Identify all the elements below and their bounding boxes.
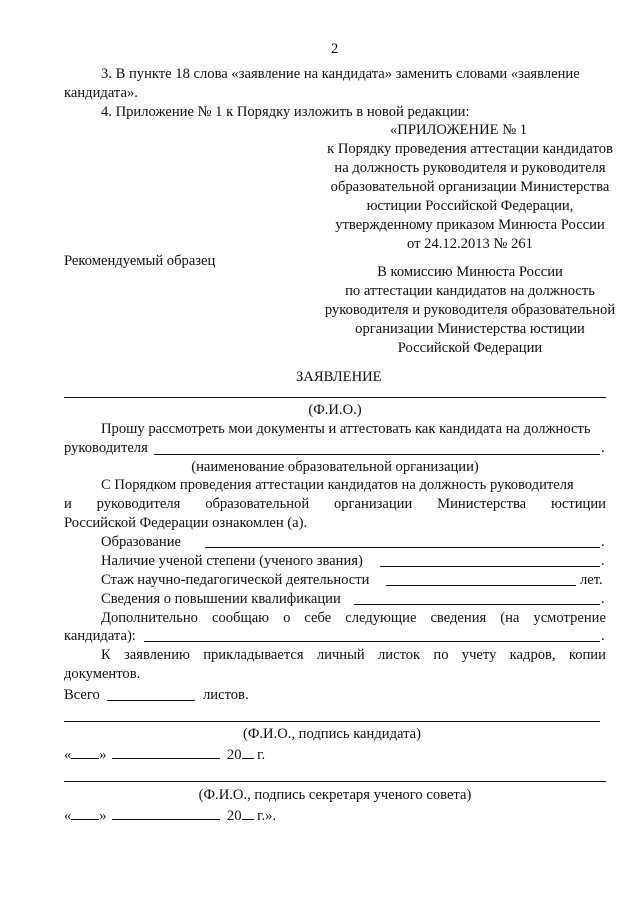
education-end: . [601, 534, 605, 550]
word: организации [333, 496, 413, 512]
word: следующие [345, 610, 417, 626]
word: личный [316, 647, 365, 663]
extra-info-end: . [601, 628, 605, 644]
degree-field[interactable] [380, 566, 600, 567]
appendix-title: «ПРИЛОЖЕНИЕ № 1 [390, 122, 528, 138]
word: усмотрение [533, 610, 606, 626]
month-field[interactable] [112, 805, 220, 820]
word: и [64, 496, 72, 512]
appendix-line: юстиции Российской Федерации, [366, 198, 574, 214]
year-prefix: 20 [226, 747, 242, 763]
quote-open: « [64, 808, 72, 824]
word: по [433, 647, 449, 663]
sample-label: Рекомендуемый образец [64, 253, 216, 269]
extra-info-field[interactable] [144, 641, 600, 642]
addressee-line: руководителя и руководителя образовательной [324, 302, 616, 318]
attach-line-2: документов. [64, 666, 141, 682]
experience-unit: лет. [580, 572, 603, 588]
familiar-line-2 [64, 495, 606, 514]
candidate-caption: (Ф.И.О., подпись кандидата) [242, 726, 422, 742]
year-prefix: 20 [226, 808, 242, 824]
education-label: Образование [101, 534, 181, 550]
appendix-line: от 24.12.2013 № 261 [407, 236, 533, 252]
day-field[interactable] [71, 805, 99, 820]
appendix-line: утвержденному приказом Минюста России [335, 217, 605, 233]
word: юстиции [550, 496, 606, 512]
appendix-line: на должность руководителя и руководителя [334, 160, 606, 176]
fio-underline [64, 397, 606, 398]
extra-line-1 [101, 609, 606, 628]
fio-caption: (Ф.И.О.) [308, 402, 362, 418]
word: сведения [430, 610, 487, 626]
word: сообщаю [211, 610, 270, 626]
attach-line-1 [101, 646, 606, 665]
word: листок [378, 647, 421, 663]
word: прикладывается [203, 647, 304, 663]
quote-open: « [64, 747, 72, 763]
experience-field[interactable] [386, 585, 576, 586]
total-suffix: листов. [203, 687, 249, 703]
form-title: ЗАЯВЛЕНИЕ [296, 369, 382, 385]
amendment-4: 4. Приложение № 1 к Порядку изложить в новой редакции: [101, 104, 470, 120]
candidate-signature-line[interactable] [64, 721, 600, 722]
quote-close: » [99, 808, 107, 824]
year-field[interactable] [242, 744, 254, 759]
organization-caption: (наименование образовательной организации) [191, 459, 479, 475]
qualification-label: Сведения о повышении квалификации [101, 591, 341, 607]
word: кадров, [509, 647, 556, 663]
familiar-line-3: Российской Федерации ознакомлен (а). [64, 515, 308, 531]
year-suffix: г. [257, 747, 266, 763]
word: заявлению [124, 647, 190, 663]
word: (на [500, 610, 520, 626]
familiar-line-1: С Порядком проведения аттестации кандидатов на должность руководителя [101, 477, 574, 493]
appendix-line: образовательной организации Министерства [330, 179, 610, 195]
request-line-2-end: . [601, 440, 605, 456]
addressee-line: Российской Федерации [397, 340, 543, 356]
year-field[interactable] [242, 805, 254, 820]
education-field[interactable] [205, 547, 600, 548]
word: себе [304, 610, 332, 626]
request-line-2-label: руководителя [64, 440, 148, 456]
experience-label: Стаж научно-педагогической деятельности [101, 572, 370, 588]
word: копии [568, 647, 606, 663]
total-label: Всего [64, 687, 100, 703]
organization-underline [154, 454, 600, 455]
appendix-line: к Порядку проведения аттестации кандидатов [327, 141, 613, 157]
amendment-3-line-1: 3. В пункте 18 слова «заявление на кандидата» заменить словами «заявление [101, 66, 580, 82]
secretary-caption: (Ф.И.О., подпись секретаря ученого совета) [198, 787, 472, 803]
word: К [101, 647, 111, 663]
word: Министерства [437, 496, 527, 512]
addressee-line: по аттестации кандидатов на должность [345, 283, 595, 299]
year-suffix: г.». [257, 808, 277, 824]
date-2 [64, 805, 276, 826]
page-number: 2 [331, 41, 339, 57]
word: руководителя [96, 496, 181, 512]
amendment-3-line-2: кандидата». [64, 85, 138, 101]
qualification-field[interactable] [354, 604, 600, 605]
qualification-end: . [601, 591, 605, 607]
word: Дополнительно [101, 610, 198, 626]
request-line-1: Прошу рассмотреть мои документы и аттестовать как кандидата на должность [101, 421, 591, 437]
total-field[interactable] [107, 700, 195, 701]
date-1 [64, 744, 265, 765]
word: образовательной [205, 496, 310, 512]
addressee-line: организации Министерства юстиции [355, 321, 585, 337]
addressee-line: В комиссию Минюста России [377, 264, 563, 280]
extra-line-2-label: кандидата): [64, 628, 136, 644]
degree-end: . [601, 553, 605, 569]
word: учету [461, 647, 497, 663]
secretary-signature-line[interactable] [64, 781, 606, 782]
quote-close: » [99, 747, 107, 763]
month-field[interactable] [112, 744, 220, 759]
word: о [283, 610, 291, 626]
degree-label: Наличие ученой степени (ученого звания) [101, 553, 363, 569]
day-field[interactable] [71, 744, 99, 759]
